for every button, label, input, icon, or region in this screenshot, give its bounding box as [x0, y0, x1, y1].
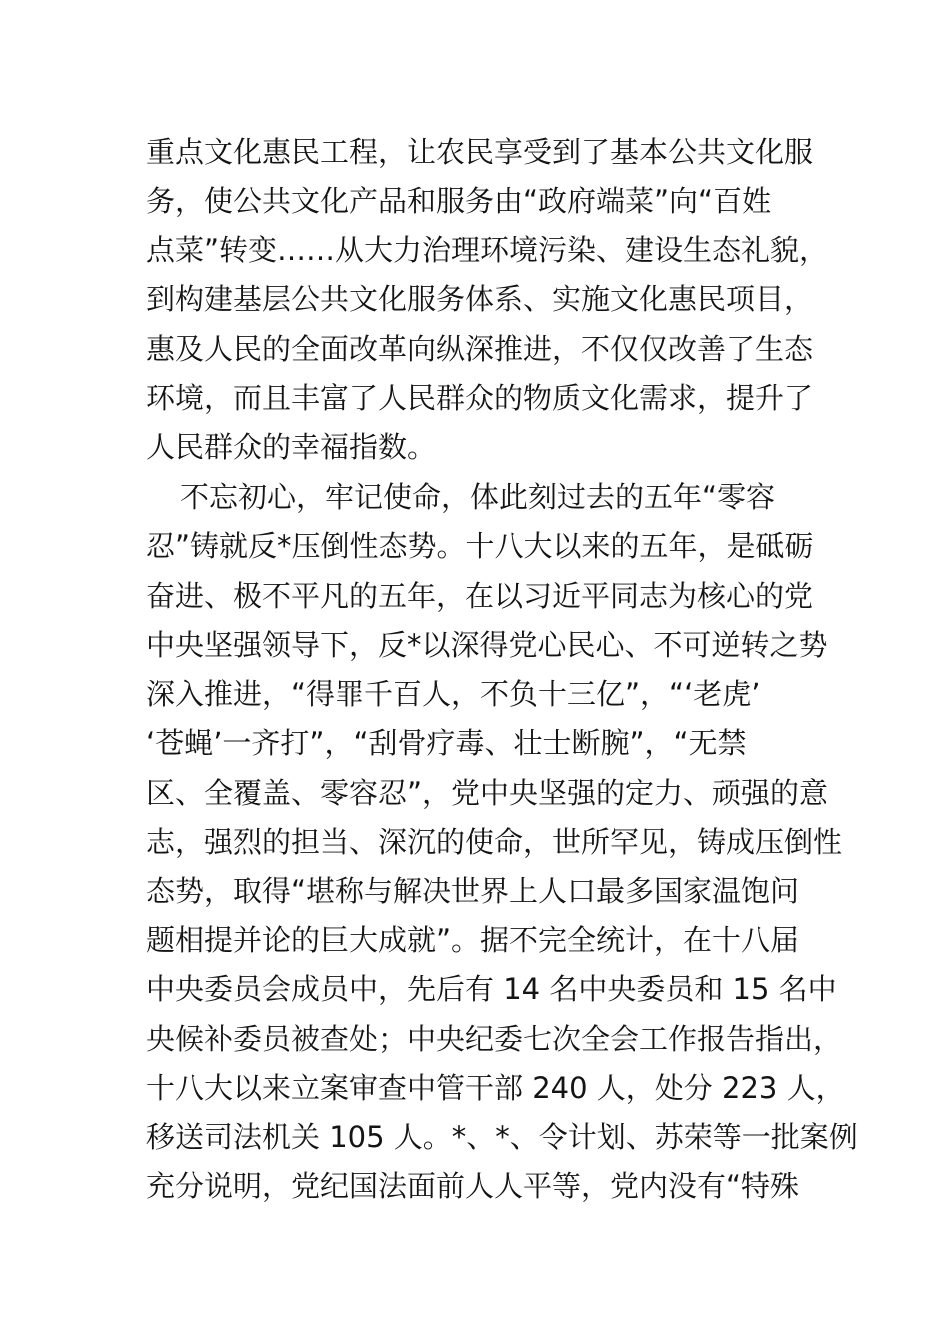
text-line: 移送司法机关 105 人。*、*、令计划、苏荣等一批案例 [146, 1120, 858, 1154]
text-line: 中央委员会成员中，先后有 14 名中央委员和 15 名中 [146, 972, 837, 1006]
text-line: 态势，取得“堪称与解决世界上人口最多国家温饱问 [146, 874, 800, 908]
text-line: 志，强烈的担当、深沉的使命，世所罕见，铸成压倒性 [146, 825, 843, 859]
text-line: 充分说明，党纪国法面前人人平等，党内没有“特殊 [146, 1169, 800, 1203]
text-line: 点菜”转变……从大力治理环境污染、建设生态礼貌， [146, 233, 829, 267]
text-line: 环境，而且丰富了人民群众的物质文化需求，提升了 [146, 381, 814, 415]
text-line: 央候补委员被查处；中央纪委七次全会工作报告指出， [146, 1022, 843, 1056]
text-line: 务，使公共文化产品和服务由“政府端菜”向“百姓 [146, 184, 772, 218]
text-line: 忍”铸就反*压倒性态势。十八大以来的五年，是砥砺 [146, 529, 814, 563]
text-line: 十八大以来立案审查中管干部 240 人，处分 223 人， [146, 1071, 845, 1105]
text-line: 到构建基层公共文化服务体系、实施文化惠民项目， [146, 282, 814, 316]
text-line: 题相提并论的巨大成就”。据不完全统计，在十八届 [146, 923, 800, 957]
text-line: 中央坚强领导下，反*以深得党心民心、不可逆转之势 [146, 628, 828, 662]
paragraph-first-line: 不忘初心，牢记使命，体此刻过去的五年“零容 [180, 480, 776, 514]
text-line: 深入推进，“得罪千百人，不负十三亿”，“‘老虎’ [146, 677, 761, 711]
text-line: 惠及人民的全面改革向纵深推进，不仅仅改善了生态 [146, 332, 814, 366]
text-line: 重点文化惠民工程，让农民享受到了基本公共文化服 [146, 135, 814, 169]
text-line: 人民群众的幸福指数。 [146, 430, 437, 464]
text-line: ‘苍蝇’一齐打”，“刮骨疗毒、壮士断腕”，“无禁 [146, 726, 747, 760]
text-line: 奋进、极不平凡的五年，在以习近平同志为核心的党 [146, 579, 814, 613]
text-line: 区、全覆盖、零容忍”，党中央坚强的定力、顽强的意 [146, 776, 829, 810]
